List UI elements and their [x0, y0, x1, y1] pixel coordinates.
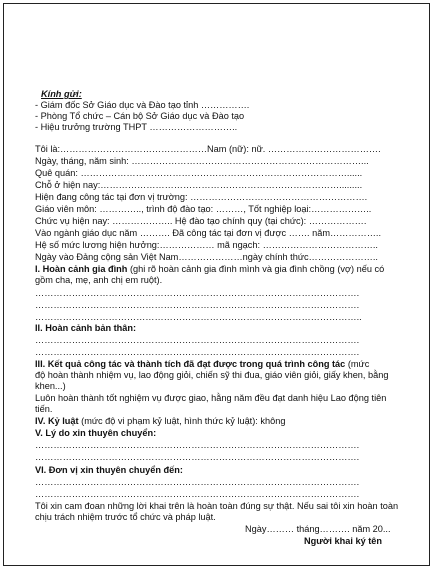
section-achievements-note: (mức	[345, 359, 370, 369]
section-discipline-heading: IV. Kỷ luật	[35, 416, 79, 426]
signature-date: Ngày……… tháng………. năm 20...	[245, 524, 391, 534]
recipient-item: - Hiệu trưởng trường THPT ………………………..	[35, 122, 238, 132]
field-subject: Giáo viên môn: ………….., trình độ đào tạo: ………, Tốt nghiệp loại:………………..	[35, 204, 372, 214]
recipient-item: - Phòng Tổ chức – Cán bộ Sở Giáo dục và Đào tạo	[35, 111, 245, 121]
field-name: Tôi là:…………………………………………Nam (nữ): nữ. ……………………………….	[35, 144, 381, 154]
section-achievements-body: Luôn hoàn thành tốt nghiệm vụ được giao, hằng năm đều đạt danh hiệu Lao động tiên	[35, 393, 387, 403]
section-family-note: (ghi rõ hoàn cảnh gia đình mình và gia đình chồng (vợ) nếu có	[127, 264, 385, 274]
field-salary: Hệ số mức lương hiện hưởng:……………… mã ngạch: ………………………………..	[35, 240, 378, 250]
section-achievements	[35, 359, 369, 370]
dotted-line: …………………………………………………………………………………………….	[35, 452, 360, 462]
section-family-note-cont: gồm cha, mẹ, anh chị em ruột).	[35, 275, 163, 285]
recipient-item: - Giám đốc Sở Giáo dục và Đào tạo tỉnh …………….	[35, 100, 250, 110]
dotted-line: …………………………………………………………………………………………….	[35, 335, 360, 345]
dotted-line: …………………………………………………………………………………………….	[35, 288, 360, 298]
dotted-line: …………………………………………………………………………………………….	[35, 347, 360, 357]
recipients-heading: Kính gửi:	[41, 89, 82, 99]
section-achievements-heading: III. Kết quả công tác và thành tích đã đạt được trong quá trình công tác	[35, 359, 346, 369]
dotted-line: …………………………………………………………………………………………….	[35, 489, 360, 499]
section-family	[35, 264, 384, 275]
field-party: Ngày vào Đảng cộng sản Việt Nam…………………ngày chính thức…………………..	[35, 252, 378, 262]
section-discipline-note: (mức độ vi phạm kỷ luật, hình thức kỷ luật): không	[78, 416, 286, 426]
field-position: Chức vụ hiện nay: ……………….. Hệ đào tạo chính quy (tại chức): ……………….	[35, 216, 367, 226]
field-workplace: Hiện đang công tác tại đơn vị trường: ………………………………………………….	[35, 192, 368, 202]
section-reason-heading: V. Lý do xin thuyên chuyển:	[35, 428, 157, 438]
section-destination-heading: VI. Đơn vị xin thuyên chuyển đến:	[35, 465, 183, 475]
signature-label: Người khai ký tên	[304, 536, 383, 546]
dotted-line: …………………………………………………………………………………………….	[35, 477, 360, 487]
application-form-page	[3, 3, 430, 566]
dotted-line: …………………………………………………………………………………………….	[35, 440, 360, 450]
section-achievements-note-end: khen...)	[35, 381, 66, 391]
section-discipline	[35, 416, 285, 427]
field-birthdate: Ngày, tháng, năm sinh: …………………………………………………………………...	[35, 156, 369, 166]
section-achievements-note-cont: độ hoàn thành nhiệm vụ, lao động giỏi, chiến sỹ thi đua, giáo viên giỏi, giấy khen, bằng	[35, 370, 389, 380]
section-self-heading: II. Hoàn cảnh bản thân:	[35, 323, 137, 333]
commitment-text: Tôi xin cam đoan những lời khai trên là hoàn toàn đúng sự thật. Nếu sai tôi xin hoàn toàn	[35, 501, 399, 511]
dotted-line: …………………………………………………………………………………………….	[35, 300, 360, 310]
field-hometown: Quê quán: ……………………………………………………………………………......	[35, 168, 363, 178]
dotted-line: ……………………………………………………………………………………………..	[35, 312, 362, 322]
field-start-year: Vào ngành giáo dục năm ………. Đã công tác tại đơn vị được ……. năm……………..	[35, 228, 382, 238]
field-residence: Chỗ ở hiện nay:…………………………………………………………………….........	[35, 180, 363, 190]
section-achievements-body-end: tiến.	[35, 404, 53, 414]
commitment-text-cont: chịu trách nhiệm trước tổ chức và pháp luật.	[35, 512, 216, 522]
section-family-heading: I. Hoàn cảnh gia đình	[35, 264, 128, 274]
